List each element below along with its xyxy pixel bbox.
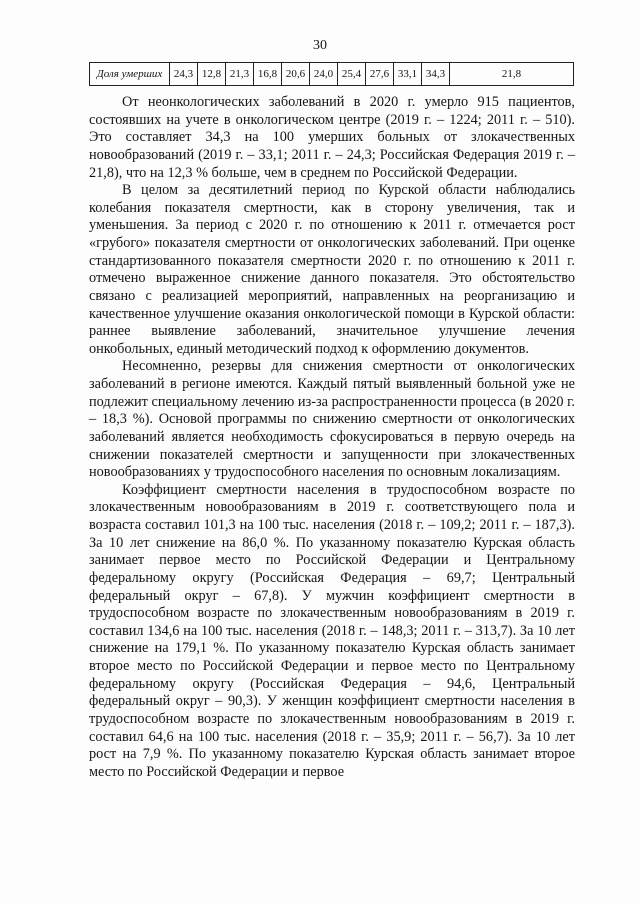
table-cell: 24,3 xyxy=(170,63,198,86)
table-cell: 24,0 xyxy=(310,63,338,86)
paragraph-non-oncological-deaths: От неонкологических заболеваний в 2020 г. умерло 915 пациентов, состоявших на учете в онкологическом центре (2019 г. – 1224; 2011 г. – 510). Это составляет 34,3 на 100 умерших больных от злокачественных новообразований (2019 г. – 33,1; 2011 г. – 24,3; Российская Федерация 2019 г. – 21,8), что на 12,3 % больше, чем в среднем по Российской Федерации. xyxy=(89,94,575,181)
table-cell: 21,3 xyxy=(226,63,254,86)
page-number: 30 xyxy=(313,38,327,53)
table-row xyxy=(90,63,574,86)
row-label: Доля умерших xyxy=(90,63,170,86)
table-cell: 16,8 xyxy=(254,63,282,86)
table-cell: 27,6 xyxy=(366,63,394,86)
table-cell: 33,1 xyxy=(394,63,422,86)
paragraph-mortality-dynamics: В целом за десятилетний период по Курской области наблюдались колебания показателя смертности, как в сторону увеличения, так и уменьшения. За период с 2020 г. по отношению к 2011 г. отмечается рост «грубого» показателя смертности от онкологических заболеваний. При оценке стандартизованного показателя смертности 2020 г. по отношению к 2011 г. отмечено выраженное снижение данного показателя. Это обстоятельство связано с реализацией мероприятий, направленных на реорганизацию и качественное улучшение оказания онкологической помощи в Курской области: раннее выявление заболеваний, значительное улучшение лечения онкобольных, единый методический подход к оформлению документов. xyxy=(89,182,575,357)
table-cell: 20,6 xyxy=(282,63,310,86)
table-cell-rf: 21,8 xyxy=(450,63,574,86)
table-cell: 12,8 xyxy=(198,63,226,86)
table-cell: 34,3 xyxy=(422,63,450,86)
mortality-share-table xyxy=(89,62,574,86)
paragraph-mortality-reserves: Несомненно, резервы для снижения смертности от онкологических заболеваний в регионе имеются. Каждый пятый выявленный больной уже не подлежит специальному лечению из-за распространенности процесса (в 2020 г. – 18,3 %). Основой программы по снижению смертности от онкологических заболеваний является необходимость сфокусироваться в первую очередь на снижении показателей смертности и запущенности при злокачественных новообразованиях у трудоспособного населения по основным локализациям. xyxy=(89,358,575,481)
body-text xyxy=(89,94,575,781)
paragraph-working-age-mortality: Коэффициент смертности населения в трудоспособном возрасте по злокачественным новообразованиям в 2019 г. соответствующего пола и возраста составил 101,3 на 100 тыс. населения (2018 г. – 109,2; 2011 г. – 187,3). За 10 лет снижение на 86,0 %. По указанному показателю Курская область занимает первое место по Российской Федерации и Центральному федеральному округу (Российская Федерация – 69,7; Центральный федеральный округ – 67,8). У мужчин коэффициент смертности в трудоспособном возрасте по злокачественным новообразованиям в 2019 г. составил 134,6 на 100 тыс. населения (2018 г. – 148,3; 2011 г. – 313,7). За 10 лет снижение на 179,1 %. По указанному показателю Курская область занимает второе место по Российской Федерации и первое место по Центральному федеральному округу (Российская Федерация – 94,6, Центральный федеральный округ – 90,3). У женщин коэффициент смертности населения в трудоспособном возрасте по злокачественным новообразованиям в 2019 г. составил 64,6 на 100 тыс. населения (2018 г. – 35,9; 2011 г. – 56,7). За 10 лет рост на 7,9 %. По указанному показателю Курская область занимает второе место по Российской Федерации и первое xyxy=(89,481,575,780)
table-cell: 25,4 xyxy=(338,63,366,86)
